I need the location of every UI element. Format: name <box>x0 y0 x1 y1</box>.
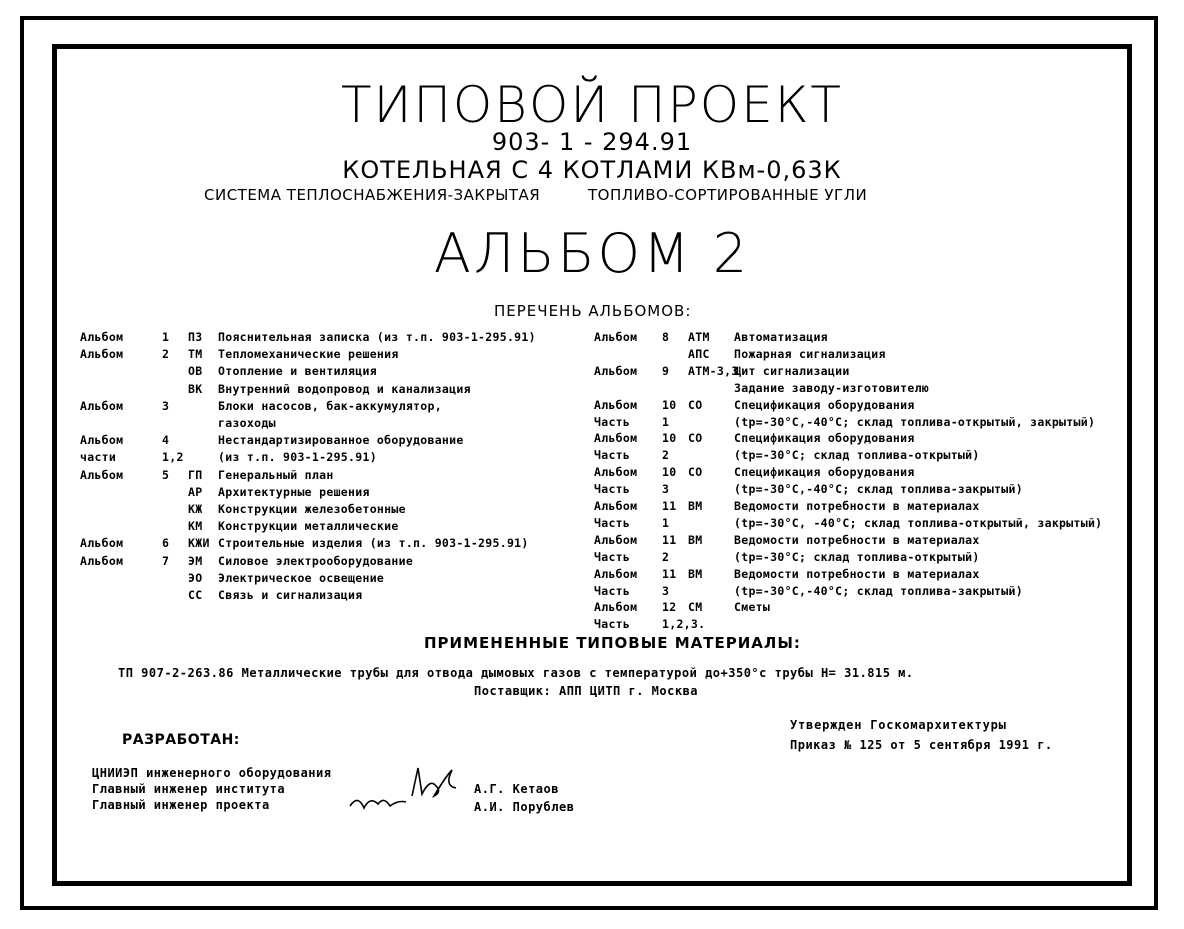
album-number: 1 <box>162 330 170 344</box>
album-label: Альбом <box>594 431 638 446</box>
album-number: 6 <box>162 536 170 551</box>
album-number: 10 <box>662 465 677 480</box>
album-code: СО <box>688 431 703 446</box>
album-text: (tр=-30°С, -40°С; склад топлива-открытый, закрытый) <box>734 515 1103 530</box>
album-code: ТМ <box>188 347 203 362</box>
role-chief-project: Главный инженер проекта <box>92 798 270 812</box>
album-text: (tр=-30°С; склад топлива-открытый) <box>734 549 980 564</box>
album-label: Альбом <box>80 347 124 362</box>
approved-line-1: Утвержден Госкомархитектуры <box>790 718 1007 732</box>
album-code: КЖ <box>188 502 203 516</box>
album-text: Щит сигнализации <box>734 363 850 378</box>
materials-line-2: Поставщик: АПП ЦИТП г. Москва <box>474 684 699 698</box>
album-number: 3 <box>662 583 670 598</box>
album-label: Часть <box>594 583 631 598</box>
album-text: Строительные изделия (из т.п. 903-1-295.91) <box>218 536 529 551</box>
album-number: 10 <box>662 397 677 412</box>
album-number: 3 <box>662 482 670 497</box>
album-label: Альбом <box>80 467 124 482</box>
album-text: Электрическое освещение <box>218 570 385 585</box>
album-number: 11 <box>662 566 677 581</box>
album-text: Спецификация оборудования <box>734 465 915 480</box>
approved-line-2: Приказ № 125 от 5 сентября 1991 г. <box>790 738 1053 752</box>
album-code: СС <box>188 588 203 602</box>
name-chief-project: А.И. Порублев <box>474 800 575 814</box>
developer-org: ЦНИИЭП инженерного оборудования <box>92 766 332 780</box>
name-chief-institute: А.Г. Кетаов <box>474 782 559 796</box>
album-text: (tр=-30°С; склад топлива-открытый) <box>734 448 980 463</box>
materials-heading: ПРИМЕНЕННЫЕ ТИПОВЫЕ МАТЕРИАЛЫ: <box>424 634 801 652</box>
album-code: ЭО <box>188 570 203 585</box>
album-text: (tр=-30°С,-40°С; склад топлива-закрытый) <box>734 482 1023 497</box>
album-text: Тепломеханические решения <box>218 347 399 362</box>
album-code: АР <box>188 484 203 499</box>
album-number: 5 <box>162 467 170 482</box>
album-text: Блоки насосов, бак-аккумулятор, <box>218 398 442 413</box>
album-number: 7 <box>162 553 170 568</box>
signature-1 <box>412 768 456 796</box>
albums-list-heading: ПЕРЕЧЕНЬ АЛЬБОМОВ: <box>494 302 692 320</box>
album-label: Альбом <box>80 553 124 568</box>
album-code: ПЗ <box>188 330 203 344</box>
album-label: Альбом <box>594 465 638 480</box>
album-code: ВК <box>188 381 203 396</box>
album-text: Конструкции металлические <box>218 519 399 534</box>
album-text: Генеральный план <box>218 467 334 482</box>
album-text: Отопление и вентиляция <box>218 364 377 379</box>
album-label: Часть <box>594 549 631 564</box>
album-text: Силовое электрооборудование <box>218 553 414 568</box>
album-number: 2 <box>662 448 670 463</box>
album-label: Альбом <box>594 532 638 547</box>
album-label: Часть <box>594 482 631 497</box>
project-number: 903- 1 - 294.91 <box>491 128 693 156</box>
album-label: Альбом <box>80 433 124 448</box>
album-text: Ведомости потребности в материалах <box>734 566 980 581</box>
album-label: Альбом <box>80 536 124 551</box>
signatures-image <box>340 756 490 826</box>
album-text: Пожарная сигнализация <box>734 346 886 361</box>
album-label: Альбом <box>80 330 124 344</box>
album-code: СО <box>688 465 703 480</box>
album-text: Сметы <box>734 600 771 615</box>
album-number: 8 <box>662 330 670 344</box>
album-code: ВМ <box>688 566 703 581</box>
album-number: 1,2 <box>162 450 184 465</box>
album-label: Альбом <box>594 499 638 513</box>
album-number: 3 <box>162 398 170 413</box>
album-text: газоходы <box>218 416 276 430</box>
album-code: ОВ <box>188 364 203 379</box>
album-code: СО <box>688 397 703 412</box>
materials-line-1: ТП 907-2-263.86 Металлические трубы для отвода дымовых газов с температурой до+350°с трубы Н= 31.815 м. <box>118 666 914 680</box>
album-number: 11 <box>662 499 677 513</box>
album-text: Спецификация оборудования <box>734 397 915 412</box>
album-number: 11 <box>662 532 677 547</box>
album-text: (из т.п. 903-1-295.91) <box>218 450 377 465</box>
album-number: 1 <box>662 414 670 429</box>
album-text: Спецификация оборудования <box>734 431 915 446</box>
album-number: 4 <box>162 433 170 448</box>
album-text: Архитектурные решения <box>218 484 370 499</box>
album-text: Задание заводу-изготовителю <box>734 380 930 395</box>
album-number: 9 <box>662 363 670 378</box>
album-label: Альбом <box>80 398 124 413</box>
album-text: (tр=-30°С,-40°С; склад топлива-открытый, закрытый) <box>734 414 1096 429</box>
album-label: Альбом <box>594 600 638 615</box>
signature-2 <box>350 800 406 808</box>
album-label: Альбом <box>594 363 638 378</box>
album-code: ГП <box>188 467 203 482</box>
album-label: Часть <box>594 448 631 463</box>
album-code: АТМ <box>688 330 710 344</box>
album-number: 1 <box>662 515 670 530</box>
album-label: Альбом <box>594 566 638 581</box>
album-code: ВМ <box>688 499 703 513</box>
album-text: Внутренний водопровод и канализация <box>218 381 471 396</box>
album-number: 2 <box>162 347 170 362</box>
album-label: части <box>80 450 117 465</box>
system-line: СИСТЕМА ТЕПЛОСНАБЖЕНИЯ-ЗАКРЫТАЯ <box>204 186 541 204</box>
album-number: 2 <box>662 549 670 564</box>
album-text: Ведомости потребности в материалах <box>734 499 980 513</box>
album-label: Альбом <box>594 397 638 412</box>
album-label: Альбом <box>594 330 638 344</box>
album-label: Часть <box>594 515 631 530</box>
album-label: Часть <box>594 617 631 632</box>
album-number: 10 <box>662 431 677 446</box>
album-text: Ведомости потребности в материалах <box>734 532 980 547</box>
album-number: 12 <box>662 600 677 615</box>
fuel-line: ТОПЛИВО-СОРТИРОВАННЫЕ УГЛИ <box>588 186 868 204</box>
album-code: АПС <box>688 346 710 361</box>
role-chief-institute: Главный инженер института <box>92 782 286 796</box>
album-code: СМ <box>688 600 703 615</box>
album-number: 1,2,3. <box>662 617 706 632</box>
album-code: ВМ <box>688 532 703 547</box>
album-label: Часть <box>594 414 631 429</box>
developed-label: РАЗРАБОТАН: <box>122 732 240 748</box>
album-code: АТМ-3,3 <box>688 363 739 378</box>
album-text: (tр=-30°С,-40°С; склад топлива-закрытый) <box>734 583 1023 598</box>
album-text: Нестандартизированное оборудование <box>218 433 464 448</box>
album-code: КЖИ <box>188 536 210 551</box>
album-text: Автоматизация <box>734 330 828 344</box>
album-title: АЛЬБОМ 2 <box>433 222 751 285</box>
album-code: ЭМ <box>188 553 203 568</box>
album-text: Конструкции железобетонные <box>218 502 406 516</box>
boiler-title: КОТЕЛЬНАЯ С 4 КОТЛАМИ КВм-0,63К <box>342 156 842 184</box>
album-code: КМ <box>188 519 203 534</box>
doc-title: ТИПОВОЙ ПРОЕКТ <box>341 76 843 134</box>
album-text: Пояснительная записка (из т.п. 903-1-295.91) <box>218 330 536 344</box>
album-text: Связь и сигнализация <box>218 588 363 602</box>
